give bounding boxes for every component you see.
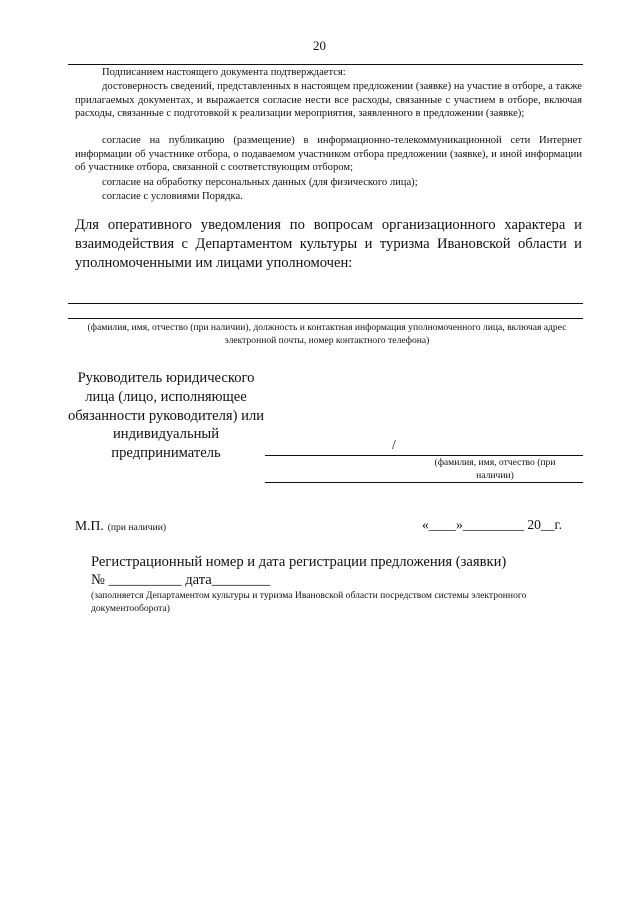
authorized-person-line-2 [68, 318, 583, 319]
registration-note: (заполняется Департаментом культуры и туризма Ивановской области посредством системы электронного документооборота) [91, 590, 527, 614]
signature-line [265, 455, 583, 456]
confirm-item-terms: согласие с условиями Порядка. [102, 191, 243, 202]
confirm-intro: Подписанием настоящего документа подтверждается: [102, 67, 346, 78]
authorized-person-caption: (фамилия, имя, отчество (при наличии), должность и контактная информация уполномоченного лица, включая адрес электронной почты, номер контактного телефона) [87, 322, 567, 346]
registration-number-line: № __________ дата________ [91, 572, 271, 588]
confirm-item-publication: согласие на публикацию (размещение) в информационно-телекоммуникационной сети Интернет информации об участнике отбора, о подаваемом участником отбора предложении (заявке), и иной информации об участнике отбора, связанной с соответствующим отбором; [75, 135, 582, 174]
stamp-note: (при наличии) [107, 522, 167, 533]
authorized-person-line [68, 303, 583, 304]
page-number: 20 [313, 38, 326, 53]
notify-paragraph: Для оперативного уведомления по вопросам организационного характера и взаимодействия с Департаментом культуры и туризма Ивановской области и уполномоченными им лицами уполномочен: [75, 217, 582, 271]
stamp-area [75, 517, 166, 535]
signature-slash: / [392, 437, 396, 452]
stamp-label: М.П. [75, 518, 104, 533]
name-caption: (фамилия, имя, отчество (при наличии) [434, 457, 556, 481]
confirm-item-personal-data: согласие на обработку персональных данных (для физического лица); [102, 177, 418, 188]
top-divider [68, 64, 583, 65]
registration-title: Регистрационный номер и дата регистрации предложения (заявки) [91, 554, 507, 570]
date-line: «____»_________ 20__г. [422, 517, 562, 532]
confirm-item-accuracy: достоверность сведений, представленных в настоящем предложении (заявке) на участие в отборе, а также прилагаемых документах, и выражается согласие нести все расходы, связанные с участием в отборе, включая расходы, связанные с подготовкой к реализации мероприятия, заявленного в предложении (заявке); [75, 81, 582, 120]
head-label: Руководитель юридического лица (лицо, исполняющее обязанности руководителя) или индивидуальный предприниматель [67, 370, 265, 462]
signature-line-2 [265, 482, 583, 483]
